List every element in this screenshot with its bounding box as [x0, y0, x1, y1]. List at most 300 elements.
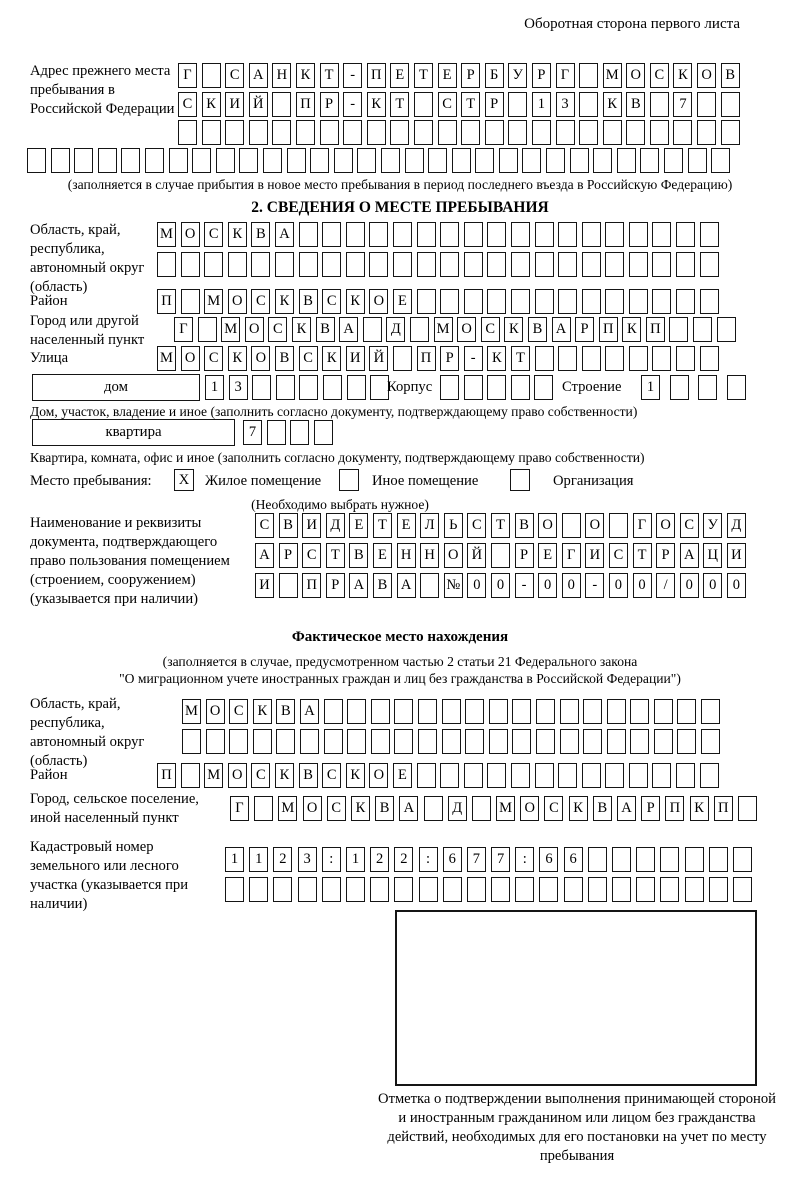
char-cell: Т [461, 92, 480, 117]
char-cell [560, 729, 579, 754]
char-cell [512, 699, 531, 724]
char-cell [314, 420, 333, 445]
char-cell [279, 573, 298, 598]
char-cell: Й [467, 543, 486, 568]
char-cell [700, 252, 719, 277]
char-cell [276, 375, 295, 400]
char-cell: : [419, 847, 438, 872]
char-cell [636, 847, 655, 872]
char-cell: О [457, 317, 476, 342]
char-cell [487, 289, 506, 314]
char-cell: С [299, 346, 318, 371]
char-cell [452, 148, 471, 173]
char-cell [630, 729, 649, 754]
char-cell [300, 729, 319, 754]
char-cell: С [204, 222, 223, 247]
char-cell [394, 877, 413, 902]
char-cell: - [343, 63, 362, 88]
char-cell [287, 148, 306, 173]
street-row [157, 346, 719, 371]
char-cell: М [221, 317, 240, 342]
char-cell: 1 [249, 847, 268, 872]
char-cell [669, 317, 688, 342]
char-cell: В [349, 543, 368, 568]
char-cell [605, 222, 624, 247]
char-cell: Т [491, 513, 510, 538]
region-label: Область, край, республика, автономный округ (область) [30, 222, 145, 296]
char-cell [347, 699, 366, 724]
char-cell: В [316, 317, 335, 342]
char-cell [74, 148, 93, 173]
actual-district-label: Район [30, 767, 68, 783]
char-cell [394, 729, 413, 754]
stay-type-label: Место пребывания: [30, 473, 152, 489]
char-cell [701, 699, 720, 724]
char-cell: В [528, 317, 547, 342]
char-cell: П [302, 573, 321, 598]
char-cell: К [275, 289, 294, 314]
char-cell: Р [485, 92, 504, 117]
char-cell [253, 729, 272, 754]
char-cell [676, 252, 695, 277]
char-cell [582, 252, 601, 277]
char-cell: О [228, 763, 247, 788]
char-cell: К [346, 763, 365, 788]
char-cell: Д [727, 513, 746, 538]
char-cell: С [302, 543, 321, 568]
char-cell: Н [397, 543, 416, 568]
char-cell [206, 729, 225, 754]
char-cell: С [467, 513, 486, 538]
char-cell [254, 796, 273, 821]
char-cell: К [603, 92, 622, 117]
char-cell [535, 289, 554, 314]
char-cell [676, 222, 695, 247]
char-cell [491, 877, 510, 902]
char-cell [582, 222, 601, 247]
char-cell: И [302, 513, 321, 538]
char-cell [605, 763, 624, 788]
char-cell: Г [230, 796, 249, 821]
char-cell [487, 222, 506, 247]
char-cell: Р [656, 543, 675, 568]
char-cell [629, 346, 648, 371]
char-cell: : [322, 847, 341, 872]
char-cell [461, 120, 480, 145]
char-cell [709, 877, 728, 902]
char-cell [440, 375, 459, 400]
char-cell [440, 222, 459, 247]
char-cell: С [178, 92, 197, 117]
char-cell [489, 699, 508, 724]
char-cell [536, 729, 555, 754]
char-cell [298, 877, 317, 902]
char-cell: Е [538, 543, 557, 568]
char-cell [652, 222, 671, 247]
char-cell [532, 120, 551, 145]
char-cell: А [300, 699, 319, 724]
char-cell: И [585, 543, 604, 568]
char-cell: О [538, 513, 557, 538]
char-cell: О [181, 222, 200, 247]
char-cell: 6 [539, 847, 558, 872]
char-cell [334, 148, 353, 173]
char-cell: У [508, 63, 527, 88]
char-cell [570, 148, 589, 173]
char-cell [440, 289, 459, 314]
char-cell [343, 120, 362, 145]
char-cell [698, 375, 717, 400]
char-cell [654, 699, 673, 724]
char-cell [511, 763, 530, 788]
city-label: Город или другой населенный пункт [30, 313, 145, 349]
char-cell [438, 120, 457, 145]
char-cell: 0 [467, 573, 486, 598]
char-cell [685, 847, 704, 872]
char-cell: О [369, 763, 388, 788]
char-cell: В [276, 699, 295, 724]
char-cell [711, 148, 730, 173]
char-cell [688, 148, 707, 173]
char-cell [629, 763, 648, 788]
char-cell [607, 699, 626, 724]
char-cell: К [504, 317, 523, 342]
char-cell [320, 120, 339, 145]
char-cell: Р [575, 317, 594, 342]
char-cell [157, 252, 176, 277]
char-cell [369, 222, 388, 247]
char-cell [535, 763, 554, 788]
char-cell: И [346, 346, 365, 371]
prev-address-row-3 [178, 120, 740, 145]
char-cell: М [434, 317, 453, 342]
char-cell: О [369, 289, 388, 314]
char-cell [727, 375, 746, 400]
char-cell: М [182, 699, 201, 724]
char-cell [299, 222, 318, 247]
char-cell [697, 92, 716, 117]
char-cell: 3 [556, 92, 575, 117]
char-cell: А [680, 543, 699, 568]
char-cell [652, 346, 671, 371]
actual-location-title: Фактическое место нахождения [291, 629, 509, 645]
char-cell [145, 148, 164, 173]
char-cell: 0 [562, 573, 581, 598]
char-cell: Д [386, 317, 405, 342]
char-cell: М [204, 763, 223, 788]
char-cell: И [255, 573, 274, 598]
char-cell: Т [633, 543, 652, 568]
char-cell [418, 729, 437, 754]
char-cell: Е [397, 513, 416, 538]
char-cell [535, 252, 554, 277]
char-cell: 1 [205, 375, 224, 400]
char-cell: П [646, 317, 665, 342]
char-cell: О [656, 513, 675, 538]
char-cell [394, 699, 413, 724]
char-cell [440, 252, 459, 277]
char-cell [508, 120, 527, 145]
char-cell [556, 120, 575, 145]
char-cell: 7 [491, 847, 510, 872]
char-cell: К [292, 317, 311, 342]
char-cell: 1 [225, 847, 244, 872]
char-cell [593, 148, 612, 173]
char-cell: М [496, 796, 515, 821]
char-cell [605, 252, 624, 277]
char-cell [272, 120, 291, 145]
char-cell [393, 252, 412, 277]
char-cell: С [438, 92, 457, 117]
char-cell [465, 699, 484, 724]
char-cell [443, 877, 462, 902]
char-cell [511, 289, 530, 314]
char-cell: М [157, 222, 176, 247]
char-cell: Е [373, 543, 392, 568]
char-cell [393, 346, 412, 371]
actual-region-row-2 [182, 729, 720, 754]
cadastral-label: Кадастровый номер земельного или лесного участка (указывается при наличии) [30, 839, 189, 913]
char-cell [583, 729, 602, 754]
char-cell: А [249, 63, 268, 88]
char-cell [539, 877, 558, 902]
char-cell: Н [272, 63, 291, 88]
char-cell [322, 222, 341, 247]
char-cell [324, 729, 343, 754]
actual-region-label: Область, край, республика, автономный округ (область) [30, 696, 145, 770]
char-cell [652, 252, 671, 277]
checkbox-other-premises [339, 469, 359, 491]
char-cell: 6 [564, 847, 583, 872]
char-cell [738, 796, 757, 821]
char-cell [558, 346, 577, 371]
char-cell [181, 763, 200, 788]
prev-address-row-4 [27, 148, 730, 173]
region-row-2 [157, 252, 719, 277]
char-cell: 3 [229, 375, 248, 400]
char-cell: К [351, 796, 370, 821]
char-cell [363, 317, 382, 342]
char-cell [252, 375, 271, 400]
actual-city-label: Город, сельское поселение, иной населенный пункт [30, 791, 199, 827]
char-cell [464, 252, 483, 277]
char-cell: С [544, 796, 563, 821]
section2-title: 2. СВЕДЕНИЯ О МЕСТЕ ПРЕБЫВАНИЯ [251, 199, 549, 216]
char-cell: К [275, 763, 294, 788]
char-cell [485, 120, 504, 145]
char-cell [192, 148, 211, 173]
korpus-cells [440, 375, 553, 400]
char-cell [677, 699, 696, 724]
char-cell: К [673, 63, 692, 88]
char-cell [346, 877, 365, 902]
char-cell [299, 375, 318, 400]
char-cell: 1 [532, 92, 551, 117]
char-cell [650, 120, 669, 145]
char-cell: С [251, 289, 270, 314]
char-cell [579, 63, 598, 88]
actual-city-row [230, 796, 757, 821]
char-cell: В [299, 289, 318, 314]
char-cell [442, 729, 461, 754]
char-cell: Р [461, 63, 480, 88]
char-cell: П [157, 763, 176, 788]
char-cell: П [599, 317, 618, 342]
char-cell [370, 877, 389, 902]
char-cell [417, 289, 436, 314]
confirmation-mark-box [395, 910, 757, 1086]
prev-address-caption: (заполняется в случае прибытия в новое место пребывания в период последнего въезда в Российскую Федерацию) [67, 177, 733, 192]
char-cell [414, 92, 433, 117]
char-cell: У [703, 513, 722, 538]
char-cell [583, 699, 602, 724]
char-cell: В [375, 796, 394, 821]
char-cell: М [204, 289, 223, 314]
apartment-cells [243, 420, 333, 445]
char-cell: К [367, 92, 386, 117]
char-cell [322, 877, 341, 902]
char-cell [491, 543, 510, 568]
char-cell: В [721, 63, 740, 88]
char-cell [347, 375, 366, 400]
char-cell: К [202, 92, 221, 117]
char-cell [417, 222, 436, 247]
char-cell: В [373, 573, 392, 598]
char-cell [617, 148, 636, 173]
char-cell: А [399, 796, 418, 821]
char-cell [693, 317, 712, 342]
char-cell: А [255, 543, 274, 568]
char-cell [515, 877, 534, 902]
stay-type-hint: (Необходимо выбрать нужное) [251, 497, 429, 512]
char-cell [371, 699, 390, 724]
char-cell: С [225, 63, 244, 88]
apartment-caption: Квартира, комната, офис и иное (заполнить согласно документу, подтверждающему право собственности) [30, 450, 645, 465]
char-cell [249, 120, 268, 145]
char-cell [700, 289, 719, 314]
char-cell [487, 252, 506, 277]
char-cell: Т [390, 92, 409, 117]
document-row-1 [255, 513, 746, 538]
char-cell: Е [393, 763, 412, 788]
char-cell [420, 573, 439, 598]
char-cell: К [228, 222, 247, 247]
char-cell [182, 729, 201, 754]
char-cell: 1 [346, 847, 365, 872]
char-cell: В [279, 513, 298, 538]
char-cell: Й [249, 92, 268, 117]
char-cell: К [228, 346, 247, 371]
char-cell: К [296, 63, 315, 88]
char-cell [347, 729, 366, 754]
char-cell: П [417, 346, 436, 371]
char-cell: 2 [273, 847, 292, 872]
char-cell [676, 289, 695, 314]
page-back-note: Оборотная сторона первого листа [524, 16, 740, 32]
char-cell: 0 [633, 573, 652, 598]
char-cell [290, 420, 309, 445]
char-cell [558, 763, 577, 788]
char-cell [225, 877, 244, 902]
char-cell: С [204, 346, 223, 371]
char-cell: № [444, 573, 463, 598]
house-box: дом [32, 374, 200, 401]
char-cell: 2 [394, 847, 413, 872]
char-cell [169, 148, 188, 173]
char-cell [564, 877, 583, 902]
char-cell [405, 148, 424, 173]
char-cell: К [346, 289, 365, 314]
city-row [174, 317, 736, 342]
apartment-box: квартира [32, 419, 235, 446]
char-cell [652, 763, 671, 788]
cadastral-row-1 [225, 847, 752, 872]
char-cell: В [251, 222, 270, 247]
char-cell [27, 148, 46, 173]
char-cell [410, 317, 429, 342]
char-cell [357, 148, 376, 173]
char-cell: О [697, 63, 716, 88]
char-cell: Р [532, 63, 551, 88]
char-cell: В [515, 513, 534, 538]
char-cell [251, 252, 270, 277]
char-cell: Г [633, 513, 652, 538]
char-cell [534, 375, 553, 400]
char-cell [605, 346, 624, 371]
char-cell: С [229, 699, 248, 724]
char-cell: Т [326, 543, 345, 568]
char-cell: Г [178, 63, 197, 88]
char-cell [181, 252, 200, 277]
stroenie-cells [641, 375, 746, 400]
char-cell: К [690, 796, 709, 821]
char-cell [475, 148, 494, 173]
char-cell [664, 148, 683, 173]
char-cell: К [622, 317, 641, 342]
char-cell: 0 [727, 573, 746, 598]
char-cell [472, 796, 491, 821]
char-cell [202, 120, 221, 145]
char-cell [629, 222, 648, 247]
char-cell: / [656, 573, 675, 598]
stay-option-other-premises-label: Иное помещение [372, 473, 479, 489]
char-cell [660, 877, 679, 902]
char-cell [605, 289, 624, 314]
char-cell [660, 847, 679, 872]
char-cell [198, 317, 217, 342]
char-cell [677, 729, 696, 754]
char-cell [417, 252, 436, 277]
char-cell: 0 [680, 573, 699, 598]
char-cell [609, 513, 628, 538]
char-cell [418, 699, 437, 724]
char-cell [487, 763, 506, 788]
char-cell [98, 148, 117, 173]
char-cell [721, 92, 740, 117]
char-cell: 3 [298, 847, 317, 872]
char-cell: К [322, 346, 341, 371]
char-cell: Н [420, 543, 439, 568]
char-cell [239, 148, 258, 173]
char-cell: О [206, 699, 225, 724]
char-cell: Ц [703, 543, 722, 568]
char-cell [202, 63, 221, 88]
char-cell [467, 877, 486, 902]
char-cell: Е [393, 289, 412, 314]
cadastral-row-2 [225, 877, 752, 902]
char-cell: П [714, 796, 733, 821]
char-cell: С [255, 513, 274, 538]
